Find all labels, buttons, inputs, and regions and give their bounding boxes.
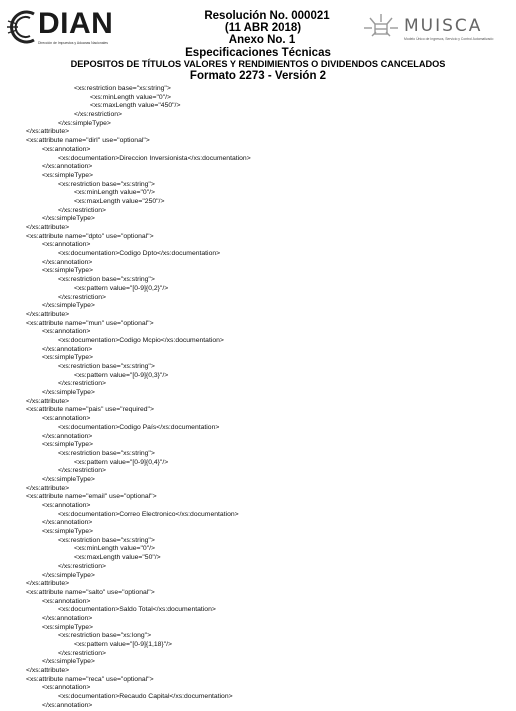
code-line: <xs:annotation> (42, 241, 91, 249)
code-line: <xs:minLength value="0"/> (74, 545, 155, 553)
document-title: DEPOSITOS DE TÍTULOS VALORES Y RENDIMIENTOS O DIVIDENDOS CANCELADOS (70, 58, 446, 69)
code-line: <xs:minLength value="0"/> (90, 93, 171, 101)
code-line: <xs:annotation> (42, 415, 91, 423)
resolution-date: (11 ABR 2018) (224, 22, 302, 35)
code-line: </xs:simpleType> (42, 215, 95, 223)
code-line: <xs:simpleType> (42, 623, 93, 631)
code-line: <xs:simpleType> (42, 354, 93, 362)
muisca-logo (362, 12, 512, 52)
code-line: </xs:restriction> (58, 293, 106, 301)
code-line: </xs:restriction> (58, 649, 106, 657)
code-line: <xs:pattern value="[0-9]{0,4}"/> (74, 458, 169, 466)
format-version: Formato 2273 - Versión 2 (189, 69, 327, 82)
code-line: <xs:restriction base="xs:string"> (58, 180, 155, 188)
code-line: </xs:annotation> (42, 258, 93, 266)
code-line: <xs:attribute name="pais" use="required"> (26, 406, 154, 414)
code-line: </xs:annotation> (42, 163, 93, 171)
code-line: <xs:restriction base="xs:string"> (58, 449, 155, 457)
dian-tagline: Dirección de Impuestos y Aduanas Nacionales (38, 41, 108, 45)
code-line: <xs:simpleType> (42, 267, 93, 275)
code-line: <xs:annotation> (42, 684, 91, 692)
code-line: <xs:annotation> (42, 145, 91, 153)
code-line: </xs:annotation> (42, 432, 93, 440)
code-line: <xs:maxLength value="450"/> (90, 102, 181, 110)
code-line: <xs:documentation>Correo Electronico</xs:documentation> (58, 510, 239, 518)
code-line: </xs:restriction> (58, 467, 106, 475)
code-line: </xs:annotation> (42, 614, 93, 622)
code-line: </xs:attribute> (26, 310, 70, 318)
muisca-tagline: Modelo Único de Ingresos, Servicio y Control Automatizado (404, 37, 494, 41)
code-line: <xs:pattern value="[0-9]{0,3}"/> (74, 371, 169, 379)
code-line: </xs:simpleType> (42, 302, 95, 310)
code-line: <xs:simpleType> (42, 171, 93, 179)
code-line: <xs:simpleType> (42, 528, 93, 536)
annex-number: Anexo No. 1 (228, 34, 296, 47)
code-line: </xs:attribute> (26, 667, 70, 675)
code-line: <xs:restriction base="xs:string"> (58, 363, 155, 370)
code-line: </xs:annotation> (42, 701, 93, 709)
code-line: </xs:simpleType> (42, 389, 95, 397)
code-line: </xs:restriction> (58, 380, 106, 388)
code-line: <xs:documentation>Recaudo Capital</xs:documentation> (58, 693, 233, 701)
code-line: </xs:restriction> (58, 206, 106, 214)
code-line: <xs:pattern value="[0-9]{0,2}"/> (74, 284, 169, 292)
muisca-emblem-icon (362, 12, 400, 42)
code-line: </xs:simpleType> (42, 658, 95, 666)
code-line: <xs:documentation>Codigo Dpto</xs:documentation> (58, 250, 221, 258)
code-line: </xs:simpleType> (58, 119, 111, 127)
code-line: <xs:annotation> (42, 502, 91, 509)
code-line: <xs:restriction base="xs:string"> (74, 85, 171, 92)
xml-schema-listing (26, 85, 506, 711)
code-line: <xs:documentation>Codigo Mcpio</xs:documentation> (58, 336, 224, 344)
code-line: <xs:minLength value="0"/> (74, 189, 155, 197)
code-line: <xs:attribute name="salto" use="optional"> (26, 588, 155, 596)
code-line: </xs:annotation> (42, 345, 93, 353)
code-line: </xs:attribute> (26, 580, 70, 588)
code-line: </xs:attribute> (26, 397, 70, 405)
code-line: <xs:restriction base="xs:string"> (58, 276, 155, 284)
code-line: <xs:maxLength value="50"/> (74, 554, 161, 562)
code-line: <xs:attribute name="mun" use="optional"> (26, 319, 154, 327)
code-line: <xs:simpleType> (42, 441, 93, 449)
code-line: <xs:pattern value="[0-9]{1,18}"/> (74, 641, 172, 648)
code-line: </xs:restriction> (58, 562, 106, 570)
code-line: <xs:restriction base="xs:string"> (58, 536, 155, 544)
code-line: <xs:attribute name="reca" use="optional"> (26, 675, 154, 683)
code-line: <xs:annotation> (42, 328, 91, 336)
code-line: <xs:documentation>Codigo País</xs:documentation> (58, 423, 220, 431)
dian-wordmark: DIAN (38, 7, 114, 40)
code-line: <xs:attribute name="dirI" use="optional"> (26, 137, 150, 145)
code-line: </xs:simpleType> (42, 571, 95, 579)
code-line: <xs:attribute name="email" use="optional"> (26, 493, 157, 501)
code-line: <xs:restriction base="xs:long"> (58, 632, 152, 640)
spec-title: Especificaciones Técnicas (185, 46, 331, 59)
code-line: </xs:attribute> (26, 484, 70, 492)
code-line: <xs:documentation>Direccion Inversionista</xs:documentation> (58, 154, 251, 162)
code-line: </xs:attribute> (26, 224, 70, 231)
code-line: <xs:annotation> (42, 597, 91, 605)
code-line: <xs:attribute name="dpto" use="optional"> (26, 232, 154, 240)
resolution-number: Resolución No. 000021 (204, 10, 330, 22)
code-line: </xs:annotation> (42, 519, 93, 527)
code-line: <xs:documentation>Saldo Total</xs:documentation> (58, 606, 216, 614)
code-line: <xs:maxLength value="250"/> (74, 197, 165, 205)
muisca-wordmark: MUISCA (404, 16, 483, 36)
code-line: </xs:simpleType> (42, 475, 95, 483)
code-line: </xs:restriction> (74, 111, 122, 119)
code-line: </xs:attribute> (26, 128, 70, 136)
